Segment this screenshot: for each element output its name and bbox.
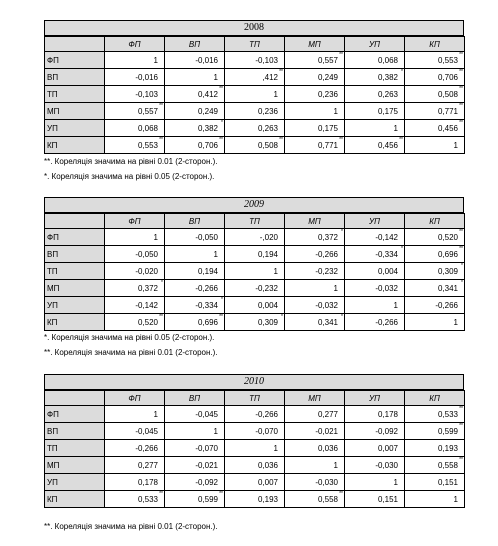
- significance-mark: *: [161, 280, 163, 286]
- table-cell: 1: [345, 297, 405, 314]
- correlation-table-2008: [44, 20, 464, 154]
- column-header: ВП: [165, 391, 225, 406]
- table-cell: 0,456 **: [345, 137, 405, 154]
- row-label: ФП: [45, 52, 105, 69]
- table-cell: -0,070: [165, 440, 225, 457]
- table-cell: -0,266: [405, 297, 465, 314]
- row-label: МП: [45, 103, 105, 120]
- table-cell: -0,020: [105, 263, 165, 280]
- table-row: [45, 280, 465, 297]
- table-cell: 0,004: [225, 297, 285, 314]
- table-cell: -0,266: [165, 280, 225, 297]
- significance-mark: **: [219, 137, 223, 143]
- table-cell: 0,263: [345, 86, 405, 103]
- table-row: [45, 297, 465, 314]
- table-row: [45, 86, 465, 103]
- row-label: ФП: [45, 229, 105, 246]
- table-cell: -0,050: [165, 229, 225, 246]
- notes-2010: [44, 522, 218, 537]
- table-cell: -0,030: [345, 457, 405, 474]
- row-label: КП: [45, 491, 105, 508]
- significance-mark: **: [459, 246, 463, 252]
- column-header: УП: [345, 391, 405, 406]
- significance-mark: **: [339, 52, 343, 58]
- significance-mark: *: [341, 314, 343, 320]
- table-cell: 0,309 *: [225, 314, 285, 331]
- table-cell: -0,334 *: [345, 246, 405, 263]
- table-cell: -0,016: [165, 52, 225, 69]
- table-row: [45, 229, 465, 246]
- table-cell: -0,266: [345, 314, 405, 331]
- table-cell: 0,151: [345, 491, 405, 508]
- significance-mark: **: [219, 86, 223, 92]
- table-cell: -0,142: [105, 297, 165, 314]
- row-label: ТП: [45, 440, 105, 457]
- table-cell: 0,557 **: [285, 52, 345, 69]
- table-cell: -0,050: [105, 246, 165, 263]
- column-header: МП: [285, 37, 345, 52]
- footnote: **. Кореляція значима на рівні 0.01 (2-сторон.).: [44, 522, 218, 531]
- table-cell: 0,382 *: [345, 69, 405, 86]
- column-header: КП: [405, 37, 465, 52]
- row-label: ФП: [45, 406, 105, 423]
- significance-mark: **: [459, 120, 463, 126]
- table-cell: 0,178: [105, 474, 165, 491]
- table-cell: 0,533 **: [405, 406, 465, 423]
- significance-mark: **: [159, 491, 163, 497]
- table-cell: 0,696 **: [165, 314, 225, 331]
- table-cell: -0,266: [105, 440, 165, 457]
- table-cell: 0,557 **: [105, 103, 165, 120]
- significance-mark: **: [159, 314, 163, 320]
- table-cell: 0,193: [405, 440, 465, 457]
- table-cell: 0,558 **: [405, 457, 465, 474]
- table-cell: -0,142: [345, 229, 405, 246]
- table-cell: 0,068: [105, 120, 165, 137]
- corner-cell: [45, 214, 105, 229]
- table-cell: 1: [225, 86, 285, 103]
- table-row: [45, 474, 465, 491]
- row-label: УП: [45, 120, 105, 137]
- table-cell: -0,021: [165, 457, 225, 474]
- table-cell: 1: [105, 229, 165, 246]
- table-cell: 0,193: [225, 491, 285, 508]
- significance-mark: *: [341, 229, 343, 235]
- table-row: [45, 406, 465, 423]
- column-header: ВП: [165, 214, 225, 229]
- significance-mark: **: [339, 491, 343, 497]
- table-title: 2009: [44, 197, 464, 213]
- table-row: [45, 246, 465, 263]
- column-header: УП: [345, 37, 405, 52]
- significance-mark: **: [159, 103, 163, 109]
- table-title: 2010: [44, 374, 464, 390]
- table-cell: -0,032: [345, 280, 405, 297]
- significance-mark: **: [459, 457, 463, 463]
- significance-mark: **: [339, 137, 343, 143]
- table-cell: 0,508 **: [225, 137, 285, 154]
- column-header: ФП: [105, 37, 165, 52]
- table-row: [45, 137, 465, 154]
- table-cell: -0,016: [105, 69, 165, 86]
- table-cell: 0,706 **: [165, 137, 225, 154]
- row-label: ВП: [45, 246, 105, 263]
- column-header: МП: [285, 214, 345, 229]
- table-title: 2008: [44, 20, 464, 36]
- significance-mark: **: [459, 103, 463, 109]
- significance-mark: **: [459, 229, 463, 235]
- table-cell: 0,277: [105, 457, 165, 474]
- table-cell: -,020: [225, 229, 285, 246]
- table-cell: 0,771 **: [285, 137, 345, 154]
- table-cell: -0,232: [285, 263, 345, 280]
- table-row: [45, 103, 465, 120]
- column-header: УП: [345, 214, 405, 229]
- table-cell: 0,194: [165, 263, 225, 280]
- column-header: ТП: [225, 391, 285, 406]
- notes-2009: [44, 333, 218, 363]
- table-cell: 0,236: [285, 86, 345, 103]
- table-cell: -0,334 *: [165, 297, 225, 314]
- table-cell: 0,309 *: [405, 263, 465, 280]
- significance-mark: **: [459, 52, 463, 58]
- table-cell: 0,520 **: [405, 229, 465, 246]
- column-header: ТП: [225, 37, 285, 52]
- footnote: *. Кореляція значима на рівні 0.05 (2-сторон.).: [44, 333, 215, 342]
- table-cell: 0,372 *: [285, 229, 345, 246]
- table-cell: 0,007: [225, 474, 285, 491]
- table-cell: -0,021: [285, 423, 345, 440]
- table-cell: 0,007: [345, 440, 405, 457]
- table-cell: 1: [345, 120, 405, 137]
- table-cell: 0,412 **: [165, 86, 225, 103]
- table-row: [45, 491, 465, 508]
- footnote: *. Кореляція значима на рівні 0.05 (2-сторон.).: [44, 172, 215, 181]
- table-row: [45, 263, 465, 280]
- column-header: ФП: [105, 391, 165, 406]
- table-cell: -0,045: [165, 406, 225, 423]
- table-cell: 1: [225, 263, 285, 280]
- table-cell: 0,068: [345, 52, 405, 69]
- table-cell: 0,553 **: [105, 137, 165, 154]
- significance-mark: **: [459, 86, 463, 92]
- table-cell: -0,032: [285, 297, 345, 314]
- table-cell: 0,553 **: [405, 52, 465, 69]
- row-label: КП: [45, 137, 105, 154]
- column-header: ФП: [105, 214, 165, 229]
- table-row: [45, 457, 465, 474]
- significance-mark: **: [279, 69, 283, 75]
- table-row: [45, 440, 465, 457]
- significance-mark: *: [281, 314, 283, 320]
- table-cell: 1: [345, 474, 405, 491]
- table-cell: 0,599 **: [405, 423, 465, 440]
- table-cell: 0,151: [405, 474, 465, 491]
- corner-cell: [45, 37, 105, 52]
- row-label: МП: [45, 457, 105, 474]
- row-label: ТП: [45, 263, 105, 280]
- table-cell: 1: [285, 103, 345, 120]
- notes-2008: [44, 157, 218, 187]
- header-row: [45, 391, 465, 406]
- column-header: КП: [405, 214, 465, 229]
- correlation-table: [44, 36, 465, 154]
- table-cell: 0,558 **: [285, 491, 345, 508]
- correlation-table-2010: [44, 374, 464, 508]
- table-cell: 0,004: [345, 263, 405, 280]
- table-cell: 0,263: [225, 120, 285, 137]
- footnote: **. Кореляція значима на рівні 0.01 (2-сторон.).: [44, 157, 218, 166]
- table-cell: -0,092: [345, 423, 405, 440]
- significance-mark: **: [219, 491, 223, 497]
- table-cell: 0,533 **: [105, 491, 165, 508]
- table-cell: 0,706 **: [405, 69, 465, 86]
- row-label: ВП: [45, 69, 105, 86]
- row-label: МП: [45, 280, 105, 297]
- table-cell: 0,771 **: [405, 103, 465, 120]
- table-cell: 0,696 **: [405, 246, 465, 263]
- table-cell: 1: [105, 406, 165, 423]
- significance-mark: **: [159, 137, 163, 143]
- table-cell: 0,277: [285, 406, 345, 423]
- table-cell: 1: [165, 69, 225, 86]
- table-cell: -0,232: [225, 280, 285, 297]
- table-cell: 1: [285, 457, 345, 474]
- table-cell: ,412 **: [225, 69, 285, 86]
- significance-mark: *: [221, 120, 223, 126]
- footnote: **. Кореляція значима на рівні 0.01 (2-сторон.).: [44, 348, 218, 357]
- table-cell: 1: [105, 52, 165, 69]
- table-cell: 0,249: [165, 103, 225, 120]
- table-cell: 0,341 *: [405, 280, 465, 297]
- significance-mark: **: [219, 314, 223, 320]
- significance-mark: *: [461, 280, 463, 286]
- table-cell: 0,599 **: [165, 491, 225, 508]
- table-cell: -0,045: [105, 423, 165, 440]
- table-cell: 0,175: [345, 103, 405, 120]
- table-row: [45, 120, 465, 137]
- significance-mark: *: [461, 263, 463, 269]
- table-row: [45, 314, 465, 331]
- significance-mark: **: [399, 137, 403, 143]
- table-cell: -0,030: [285, 474, 345, 491]
- row-label: КП: [45, 314, 105, 331]
- significance-mark: *: [401, 69, 403, 75]
- table-cell: 0,508 **: [405, 86, 465, 103]
- correlation-table: [44, 390, 465, 508]
- correlation-table-2009: [44, 197, 464, 331]
- significance-mark: **: [279, 137, 283, 143]
- table-cell: 1: [405, 314, 465, 331]
- table-cell: 0,372 *: [105, 280, 165, 297]
- table-cell: 0,341 *: [285, 314, 345, 331]
- table-cell: 1: [405, 137, 465, 154]
- significance-mark: **: [459, 406, 463, 412]
- table-cell: 0,175: [285, 120, 345, 137]
- header-row: [45, 37, 465, 52]
- corner-cell: [45, 391, 105, 406]
- header-row: [45, 214, 465, 229]
- table-cell: 0,456 **: [405, 120, 465, 137]
- column-header: ТП: [225, 214, 285, 229]
- significance-mark: **: [459, 423, 463, 429]
- row-label: ВП: [45, 423, 105, 440]
- row-label: УП: [45, 297, 105, 314]
- table-cell: 0,249: [285, 69, 345, 86]
- table-row: [45, 69, 465, 86]
- table-cell: 0,236: [225, 103, 285, 120]
- table-cell: 0,194: [225, 246, 285, 263]
- table-cell: 1: [165, 423, 225, 440]
- column-header: ВП: [165, 37, 225, 52]
- table-row: [45, 52, 465, 69]
- row-label: ТП: [45, 86, 105, 103]
- table-cell: 0,520 **: [105, 314, 165, 331]
- table-cell: 0,382 *: [165, 120, 225, 137]
- table-cell: 1: [285, 280, 345, 297]
- significance-mark: *: [221, 297, 223, 303]
- table-cell: 1: [225, 440, 285, 457]
- table-row: [45, 423, 465, 440]
- table-cell: -0,092: [165, 474, 225, 491]
- table-cell: -0,103: [225, 52, 285, 69]
- table-cell: 0,036: [285, 440, 345, 457]
- table-cell: -0,266: [225, 406, 285, 423]
- table-cell: -0,266: [285, 246, 345, 263]
- table-cell: 1: [405, 491, 465, 508]
- table-cell: -0,070: [225, 423, 285, 440]
- table-cell: 1: [165, 246, 225, 263]
- significance-mark: **: [459, 69, 463, 75]
- correlation-table: [44, 213, 465, 331]
- table-cell: 0,178: [345, 406, 405, 423]
- significance-mark: *: [401, 246, 403, 252]
- table-cell: 0,036: [225, 457, 285, 474]
- table-cell: -0,103: [105, 86, 165, 103]
- column-header: КП: [405, 391, 465, 406]
- column-header: МП: [285, 391, 345, 406]
- row-label: УП: [45, 474, 105, 491]
